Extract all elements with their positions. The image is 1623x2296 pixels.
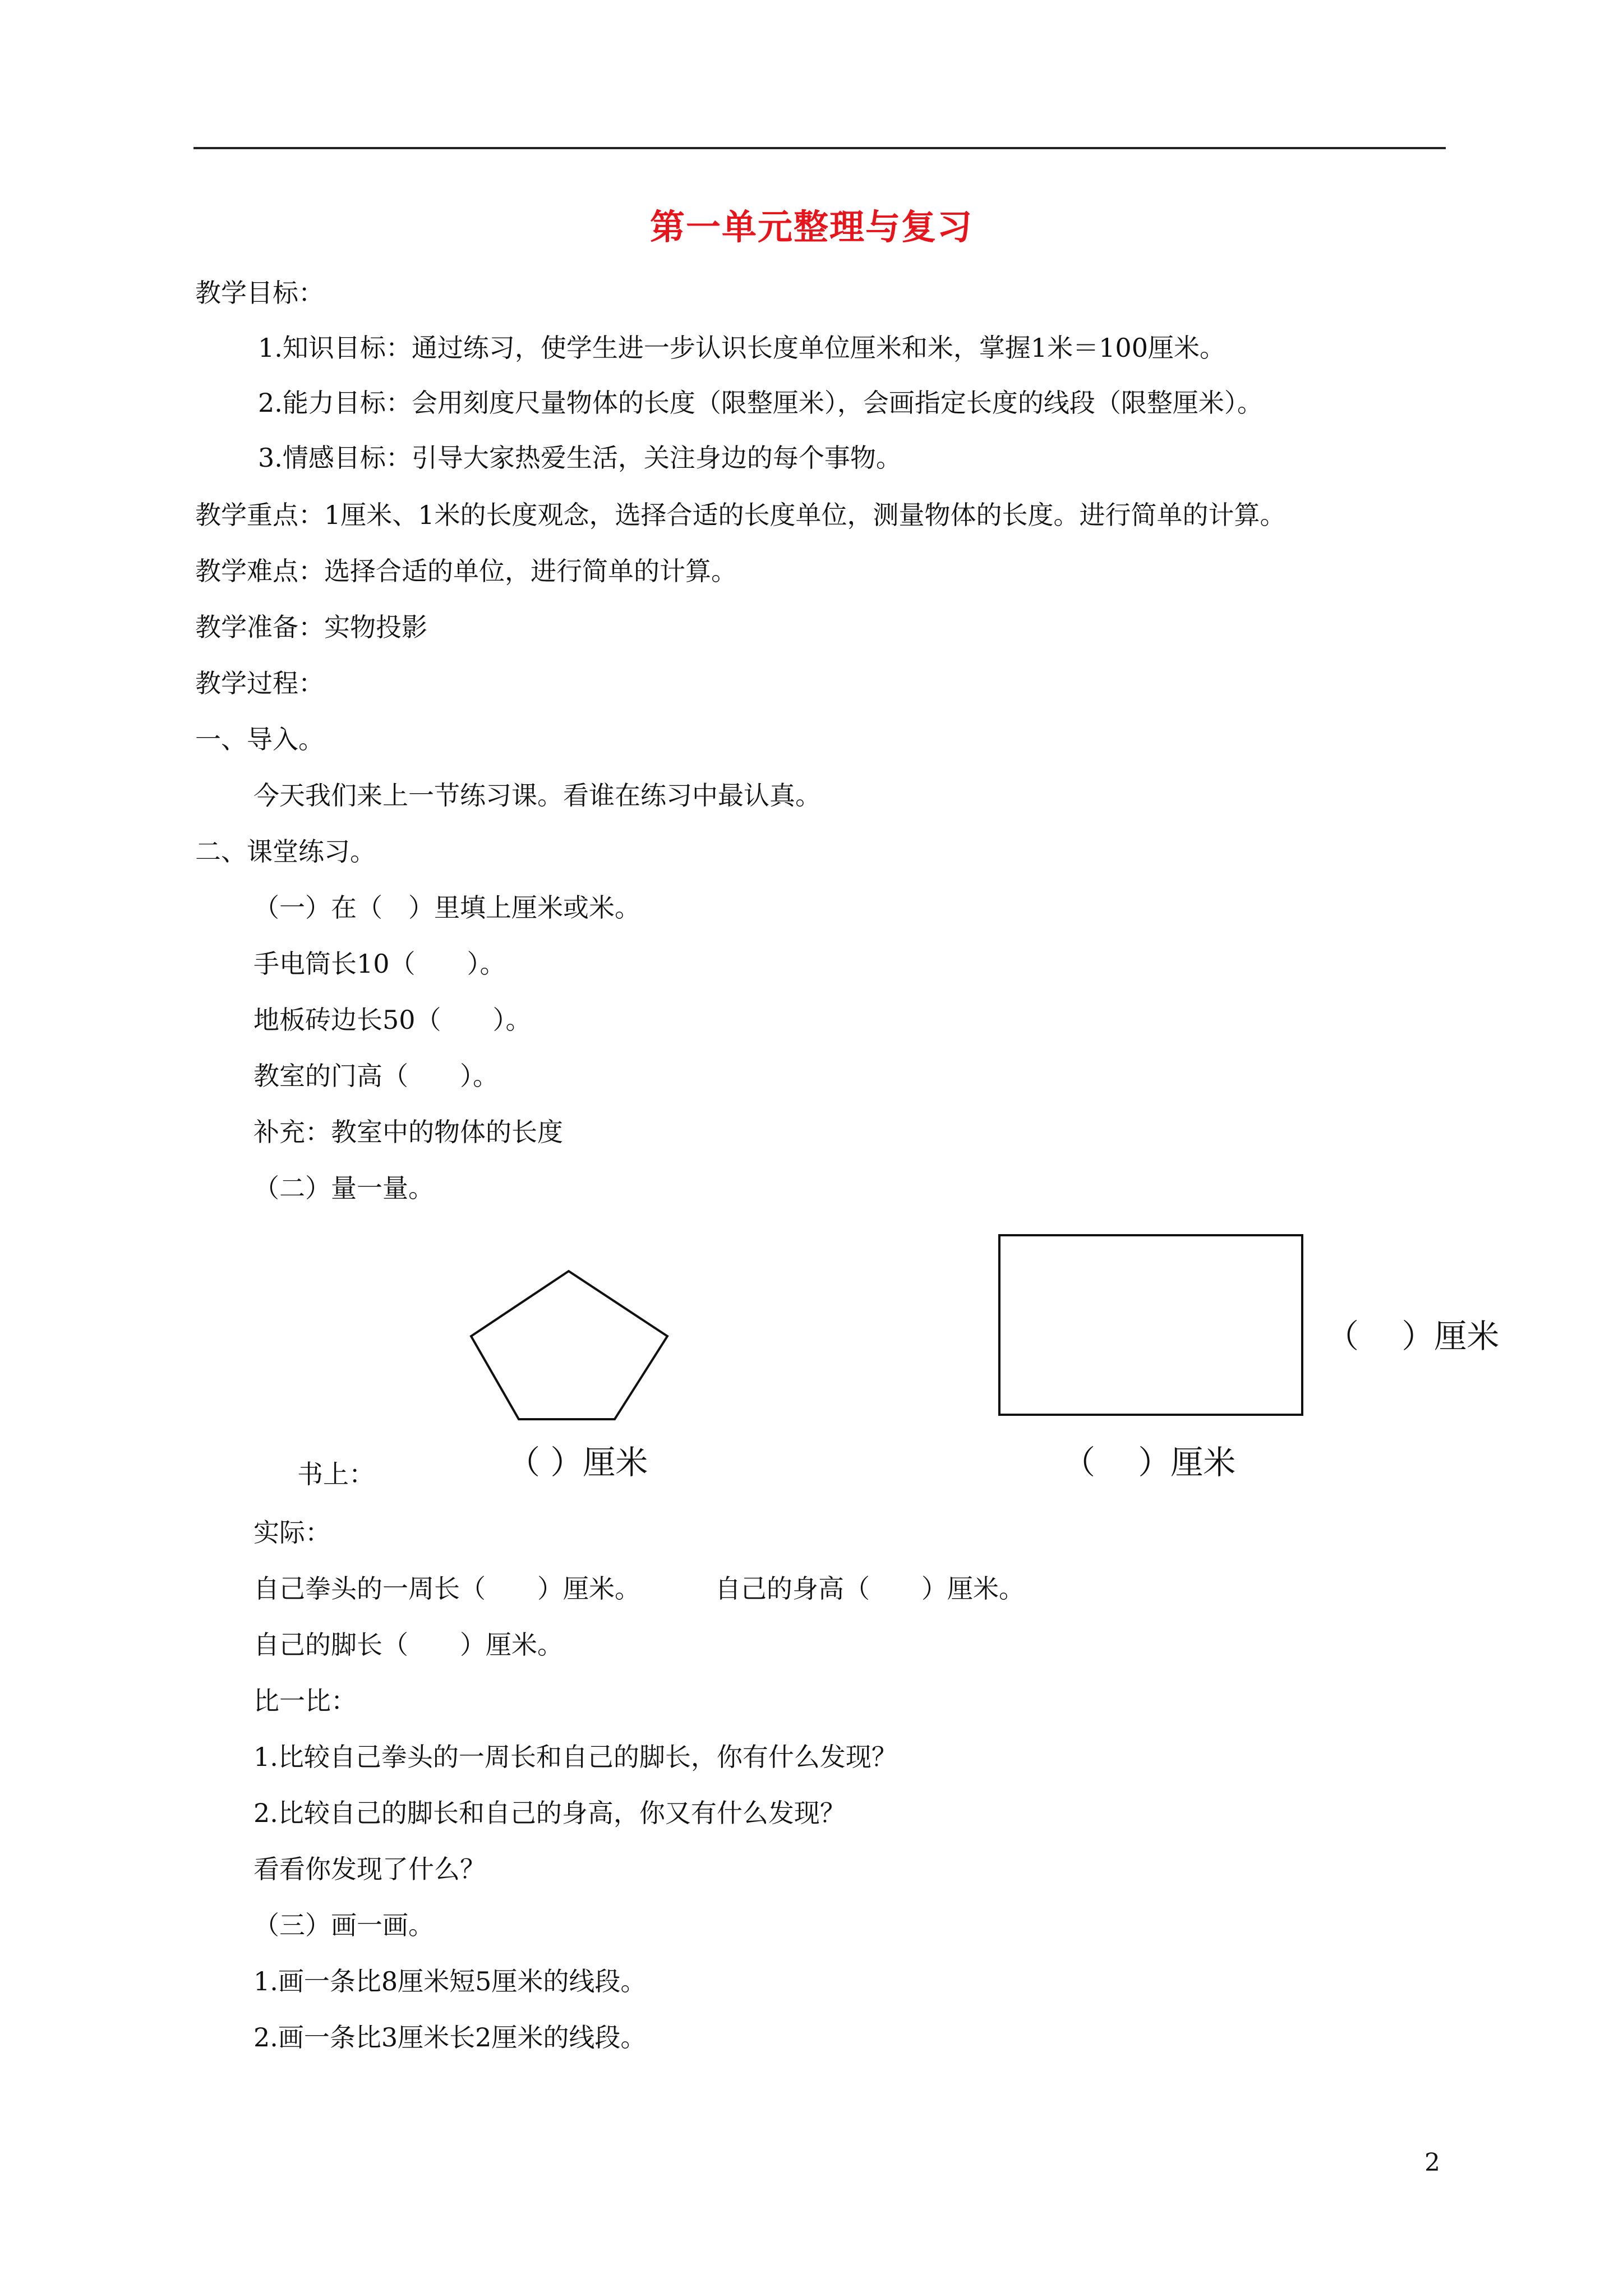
practice-heading: 二、课堂练习。: [195, 836, 376, 867]
objective-knowledge: 1.知识目标：通过练习，使学生进一步认识长度单位厘米和米，掌握1米＝100厘米。: [258, 333, 1225, 363]
foot-length: 自己的脚长（ ）厘米。: [253, 1630, 563, 1660]
part1-heading: （一）在（ ）里填上厘米或米。: [253, 892, 640, 923]
objective-ability: 2.能力目标：会用刻度尺量物体的长度（限整厘米），会画指定长度的线段（限整厘米）。: [258, 388, 1263, 418]
compare-item-2: 2.比较自己的脚长和自己的身高，你又有什么发现？: [253, 1798, 846, 1828]
objectives-heading: 教学目标：: [195, 278, 324, 308]
compare-conclusion: 看看你发现了什么？: [253, 1854, 486, 1884]
compare-item-1: 1.比较自己拳头的一周长和自己的脚长，你有什么发现？: [253, 1742, 897, 1772]
fist-circumference: 自己拳头的一周长（ ）厘米。: [253, 1573, 640, 1604]
part1-supplement: 补充：教室中的物体的长度: [253, 1117, 563, 1147]
page-number: 2: [1424, 2148, 1440, 2177]
preparation: 教学准备：实物投影: [195, 612, 427, 642]
part3-heading: （三）画一画。: [253, 1910, 434, 1940]
book-label: 书上：: [297, 1459, 375, 1489]
intro-text: 今天我们来上一节练习课。看谁在练习中最认真。: [253, 780, 821, 811]
rectangle-bottom-label: （ ）厘米: [1063, 1443, 1236, 1481]
pentagon-answer-label: （ ）厘米: [508, 1443, 648, 1481]
part1-item-floor-tile: 地板砖边长50（ ）。: [253, 1005, 532, 1035]
objective-emotion: 3.情感目标：引导大家热爱生活，关注身边的每个事物。: [258, 443, 902, 473]
intro-heading: 一、导入。: [195, 724, 324, 754]
part3-item-2: 2.画一条比3厘米长2厘米的线段。: [253, 2022, 647, 2053]
page-title: 第一单元整理与复习: [649, 206, 973, 247]
key-points: 教学重点：1厘米、1米的长度观念，选择合适的长度单位，测量物体的长度。进行简单的计算。: [195, 500, 1286, 530]
difficulties: 教学难点：选择合适的单位，进行简单的计算。: [195, 556, 737, 586]
pentagon-shape: [471, 1271, 667, 1419]
compare-heading: 比一比：: [253, 1686, 357, 1716]
part3-item-1: 1.画一条比8厘米短5厘米的线段。: [253, 1966, 647, 1996]
part1-item-door: 教室的门高（ ）。: [253, 1061, 499, 1091]
rectangle-side-label: （ ）厘米: [1326, 1317, 1500, 1355]
part1-item-flashlight: 手电筒长10（ ）。: [253, 949, 506, 979]
pentagon-figure: [465, 1268, 673, 1425]
part2-heading: （二）量一量。: [253, 1173, 434, 1203]
process-heading: 教学过程：: [195, 668, 324, 698]
rectangle-figure: [998, 1234, 1304, 1416]
actual-label: 实际：: [253, 1517, 331, 1548]
own-height: 自己的身高（ ）厘米。: [715, 1573, 1025, 1604]
rectangle-shape: [999, 1235, 1302, 1415]
header-rule: [193, 147, 1446, 149]
